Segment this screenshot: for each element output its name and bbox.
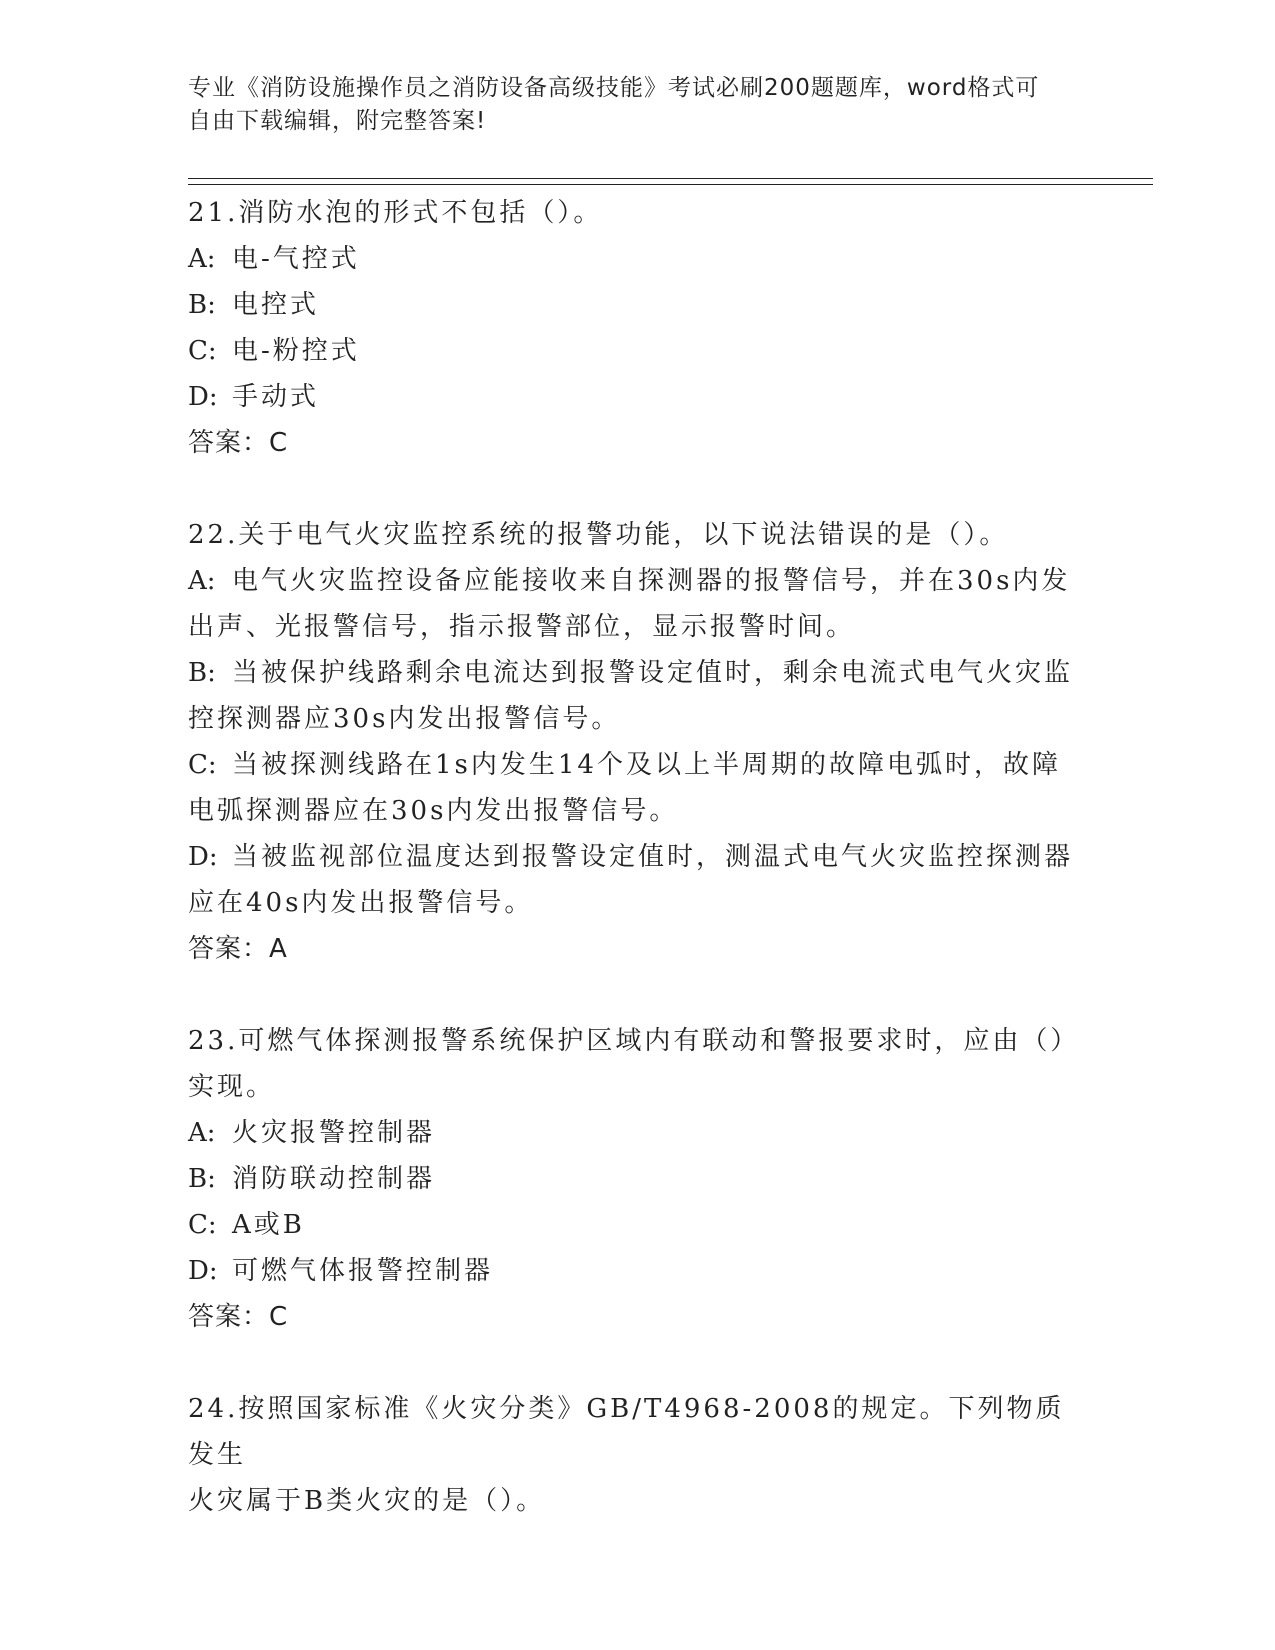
option-text: 当被监视部位温度达到报警设定值时，测温式电气火灾监控探测器 [232, 842, 1074, 872]
question-stem: 24.按照国家标准《火灾分类》GB/T4968-2008的规定。下列物质发生 [188, 1394, 1065, 1470]
option-text-continued: 控探测器应30s内发出报警信号。 [188, 704, 621, 734]
option-text-continued: 电弧探测器应在30s内发出报警信号。 [188, 796, 679, 826]
question-stem: 火灾属于B类火灾的是（）。 [188, 1486, 546, 1516]
answer-option [188, 1202, 1088, 1248]
question-block [188, 190, 1088, 466]
option-letter: A: [188, 566, 216, 596]
question-list [188, 190, 1088, 1570]
answer-key: 答案：C [188, 428, 289, 458]
option-text: 火灾报警控制器 [232, 1118, 436, 1148]
question-stem: 21.消防水泡的形式不包括（）。 [188, 198, 603, 228]
option-text: 手动式 [232, 382, 320, 412]
option-text: 当被保护线路剩余电流达到报警设定值时，剩余电流式电气火灾监 [232, 658, 1074, 688]
header-divider-top [188, 178, 1153, 179]
question-block [188, 512, 1088, 972]
option-text: 电-粉控式 [232, 336, 360, 366]
option-text: 可燃气体报警控制器 [232, 1256, 494, 1286]
answer-option [188, 650, 1088, 696]
header-line-2: 自由下载编辑，附完整答案! [188, 108, 487, 134]
option-letter: A: [188, 1118, 216, 1148]
option-letter: A: [188, 244, 216, 274]
question-stem: 22.关于电气火灾监控系统的报警功能，以下说法错误的是（）。 [188, 520, 1009, 550]
option-text: 当被探测线路在1s内发生14个及以上半周期的故障电弧时，故障 [232, 750, 1061, 780]
question-stem: 23.可燃气体探测报警系统保护区域内有联动和警报要求时，应由（） [188, 1026, 1080, 1056]
option-text: 电-气控式 [232, 244, 360, 274]
option-letter: D: [188, 1256, 218, 1286]
option-text: 电控式 [232, 290, 320, 320]
answer-option [188, 236, 1088, 282]
option-letter: B: [188, 290, 216, 320]
option-text: A或B [232, 1210, 305, 1240]
answer-option [188, 282, 1088, 328]
option-letter: C: [188, 1210, 217, 1240]
answer-key: 答案：C [188, 1302, 289, 1332]
answer-option [188, 834, 1088, 880]
answer-key: 答案：A [188, 934, 288, 964]
option-letter: B: [188, 1164, 216, 1194]
question-block [188, 1018, 1088, 1340]
option-text-continued: 应在40s内发出报警信号。 [188, 888, 534, 918]
option-letter: D: [188, 842, 218, 872]
answer-option [188, 742, 1088, 788]
question-stem: 实现。 [188, 1072, 276, 1102]
option-letter: C: [188, 336, 217, 366]
option-letter: C: [188, 750, 217, 780]
header-divider-bottom [188, 184, 1153, 185]
document-header [188, 72, 1068, 138]
answer-option [188, 1110, 1088, 1156]
option-letter: B: [188, 658, 216, 688]
answer-option [188, 1156, 1088, 1202]
answer-option [188, 374, 1088, 420]
option-text: 消防联动控制器 [232, 1164, 436, 1194]
option-letter: D: [188, 382, 218, 412]
answer-option [188, 1248, 1088, 1294]
header-line-1: 专业《消防设施操作员之消防设备高级技能》考试必刷200题题库，word格式可 [188, 75, 1040, 101]
question-block [188, 1386, 1088, 1524]
option-text: 电气火灾监控设备应能接收来自探测器的报警信号，并在30s内发 [232, 566, 1071, 596]
option-text-continued: 出声、光报警信号，指示报警部位，显示报警时间。 [188, 612, 856, 642]
answer-option [188, 558, 1088, 604]
answer-option [188, 328, 1088, 374]
